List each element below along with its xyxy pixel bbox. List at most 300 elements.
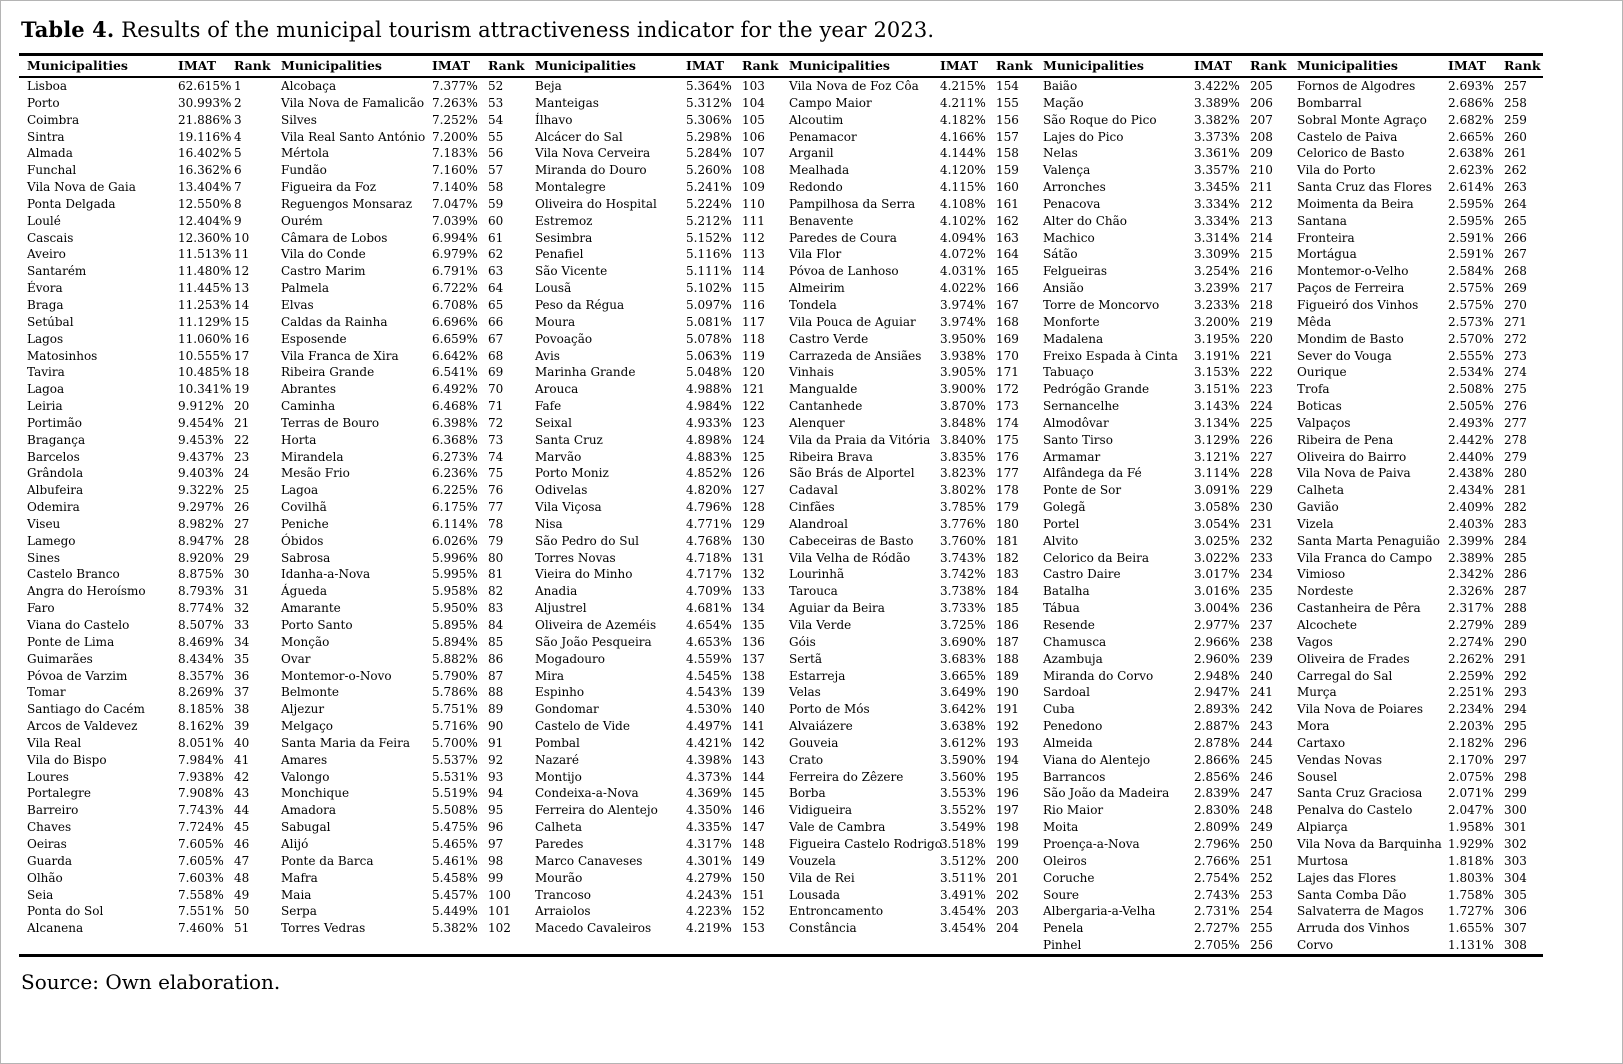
municipality-cell: Monção — [281, 634, 330, 649]
imat-cell: 7.183% — [432, 146, 478, 161]
rank-cell: 207 — [1250, 112, 1273, 127]
imat-cell: 7.724% — [178, 820, 224, 835]
rank-cell: 282 — [1504, 500, 1527, 515]
imat-cell: 2.686% — [1448, 95, 1494, 110]
municipality-cell: Almeirim — [789, 281, 845, 296]
municipality-cell: Santa Comba Dão — [1297, 887, 1407, 902]
municipality-cell: Penalva do Castelo — [1297, 803, 1413, 818]
municipality-cell: Figueira da Foz — [281, 180, 377, 195]
rank-cell: 127 — [742, 483, 765, 498]
imat-cell: 4.022% — [940, 281, 986, 296]
rank-cell: 216 — [1250, 264, 1273, 279]
rank-cell: 75 — [488, 466, 504, 481]
imat-cell: 8.357% — [178, 668, 224, 683]
municipality-cell: Castelo Branco — [27, 567, 120, 582]
rank-cell: 247 — [1250, 786, 1273, 801]
imat-cell: 2.893% — [1194, 702, 1240, 717]
imat-cell: 4.102% — [940, 213, 986, 228]
municipality-cell: Oliveira do Hospital — [535, 196, 657, 211]
municipality-cell: Bragança — [27, 432, 86, 447]
municipality-cell: Mealhada — [789, 163, 850, 178]
rank-cell: 41 — [234, 752, 250, 767]
imat-cell: 4.883% — [686, 449, 732, 464]
rank-cell: 58 — [488, 180, 504, 195]
imat-cell: 6.722% — [432, 281, 478, 296]
rank-cell: 5 — [234, 146, 242, 161]
rank-cell: 84 — [488, 618, 504, 632]
imat-cell: 3.334% — [1194, 196, 1240, 211]
rank-cell: 183 — [996, 567, 1019, 582]
municipality-cell: Oliveira de Frades — [1297, 651, 1410, 666]
rank-cell: 235 — [1250, 584, 1273, 599]
rank-cell: 14 — [234, 297, 250, 312]
imat-cell: 4.852% — [686, 466, 732, 481]
header-imat: IMAT — [1192, 55, 1248, 78]
rank-cell: 215 — [1250, 247, 1273, 262]
rank-cell: 217 — [1250, 281, 1273, 296]
rank-cell: 263 — [1504, 180, 1527, 195]
imat-cell: 7.200% — [432, 129, 478, 144]
municipality-cell: Castro Marim — [281, 264, 366, 279]
municipality-cell: Porto Santo — [281, 618, 353, 632]
header-municipalities: Municipalities — [781, 55, 938, 78]
imat-cell: 3.823% — [940, 466, 986, 481]
rank-cell: 293 — [1504, 685, 1527, 700]
municipality-cell: Pedrógão Grande — [1043, 382, 1150, 397]
municipality-cell: Trancoso — [535, 887, 591, 902]
imat-cell: 4.530% — [686, 702, 732, 717]
imat-cell: 6.225% — [432, 483, 478, 498]
imat-cell: 3.357% — [1194, 163, 1240, 178]
rank-cell: 85 — [488, 634, 504, 649]
rank-cell: 284 — [1504, 533, 1527, 548]
municipality-cell: Ribeira Grande — [281, 365, 375, 380]
rank-cell: 61 — [488, 230, 504, 245]
rank-cell: 83 — [488, 601, 504, 616]
rank-cell: 105 — [742, 112, 765, 127]
rank-cell: 99 — [488, 870, 504, 885]
imat-cell: 10.341% — [178, 382, 232, 397]
imat-cell: 3.058% — [1194, 500, 1240, 515]
rank-cell: 154 — [996, 79, 1019, 93]
municipality-cell: Miranda do Corvo — [1043, 668, 1154, 683]
municipality-cell: Alpiarça — [1297, 820, 1348, 835]
imat-cell: 7.938% — [178, 769, 224, 784]
rank-cell: 257 — [1504, 79, 1527, 93]
municipality-cell: Lousã — [535, 281, 572, 296]
municipality-cell: Torre de Moncorvo — [1043, 297, 1160, 312]
rank-cell: 129 — [742, 516, 765, 531]
source-note: Source: Own elaboration. — [21, 969, 281, 994]
imat-cell: 2.262% — [1448, 651, 1494, 666]
rank-cell: 47 — [234, 853, 250, 868]
imat-cell: 2.887% — [1194, 719, 1240, 734]
municipality-cell: Ribeira de Pena — [1297, 432, 1394, 447]
municipality-cell: Marco Canaveses — [535, 853, 643, 868]
municipality-cell: Águeda — [281, 584, 328, 599]
rank-cell: 65 — [488, 297, 504, 312]
rank-cell: 290 — [1504, 634, 1527, 649]
table-row — [19, 802, 1543, 819]
rank-cell: 101 — [488, 904, 511, 919]
municipality-cell: Coruche — [1043, 870, 1095, 885]
municipality-cell: Nisa — [535, 516, 563, 531]
imat-cell: 4.279% — [686, 870, 732, 885]
rank-cell: 157 — [996, 129, 1019, 144]
municipality-cell: Santa Cruz — [535, 432, 603, 447]
municipality-cell: Santa Marta Penaguião — [1297, 533, 1441, 548]
rank-cell: 273 — [1504, 348, 1527, 363]
imat-cell: 6.659% — [432, 331, 478, 346]
municipality-cell: Montalegre — [535, 180, 606, 195]
municipality-cell: Crato — [789, 752, 824, 767]
imat-cell: 3.725% — [940, 618, 986, 632]
municipality-cell: Vila Nova de Gaia — [27, 180, 136, 195]
rank-cell: 36 — [234, 668, 250, 683]
imat-cell: 2.830% — [1194, 803, 1240, 818]
municipality-cell: Moura — [535, 314, 576, 329]
imat-cell: 3.776% — [940, 516, 986, 531]
rank-cell: 123 — [742, 415, 765, 430]
rank-cell: 222 — [1250, 365, 1273, 380]
rank-cell: 277 — [1504, 415, 1527, 430]
rank-cell: 1 — [234, 79, 242, 93]
imat-cell: 2.326% — [1448, 584, 1494, 599]
municipality-cell: Lagoa — [27, 382, 65, 397]
municipality-cell: Vila Pouca de Aguiar — [789, 314, 916, 329]
rank-cell: 186 — [996, 618, 1019, 632]
imat-cell: 2.434% — [1448, 483, 1494, 498]
imat-cell: 3.314% — [1194, 230, 1240, 245]
imat-cell: 7.377% — [432, 79, 478, 93]
imat-cell: 8.982% — [178, 516, 224, 531]
municipality-cell: Tábua — [1043, 601, 1080, 616]
header-rank: Rank — [486, 55, 527, 78]
rank-cell: 192 — [996, 719, 1019, 734]
imat-cell: 1.758% — [1448, 887, 1494, 902]
imat-cell: 4.335% — [686, 820, 732, 835]
rank-cell: 131 — [742, 550, 765, 565]
imat-cell: 8.793% — [178, 584, 224, 599]
imat-cell: 3.802% — [940, 483, 986, 498]
rank-cell: 281 — [1504, 483, 1527, 498]
imat-cell: 4.166% — [940, 129, 986, 144]
municipality-cell: Torres Novas — [535, 550, 616, 565]
imat-cell: 2.866% — [1194, 752, 1240, 767]
municipality-cell: Lisboa — [27, 79, 68, 93]
rank-cell: 150 — [742, 870, 765, 885]
imat-cell: 2.279% — [1448, 618, 1494, 632]
rank-cell: 225 — [1250, 415, 1273, 430]
municipality-cell: Santa Maria da Feira — [281, 735, 411, 750]
municipality-cell: Sobral Monte Agraço — [1297, 112, 1427, 127]
municipality-cell: São João Pesqueira — [535, 634, 652, 649]
municipality-cell: Viana do Castelo — [27, 618, 130, 632]
rank-cell: 220 — [1250, 331, 1273, 346]
table-row — [19, 179, 1543, 196]
imat-cell: 11.480% — [178, 264, 232, 279]
rank-cell: 3 — [234, 112, 242, 127]
imat-cell: 1.727% — [1448, 904, 1494, 919]
municipality-cell: Ovar — [281, 651, 311, 666]
table-row — [19, 465, 1543, 482]
rank-cell: 240 — [1250, 668, 1273, 683]
rank-cell: 288 — [1504, 601, 1527, 616]
municipality-cell: Nelas — [1043, 146, 1078, 161]
imat-cell: 2.595% — [1448, 196, 1494, 211]
municipality-cell: Bombarral — [1297, 95, 1362, 110]
imat-cell: 4.497% — [686, 719, 732, 734]
municipality-cell: Carrazeda de Ansiães — [789, 348, 922, 363]
rank-cell: 179 — [996, 500, 1019, 515]
rank-cell: 167 — [996, 297, 1019, 312]
rank-cell: 95 — [488, 803, 504, 818]
rank-cell: 188 — [996, 651, 1019, 666]
imat-cell: 3.785% — [940, 500, 986, 515]
municipality-cell: Fronteira — [1297, 230, 1355, 245]
municipality-cell: Anadia — [535, 584, 578, 599]
rank-cell: 69 — [488, 365, 504, 380]
rank-cell: 136 — [742, 634, 765, 649]
municipality-cell: Torres Vedras — [281, 921, 366, 936]
municipality-cell: Vidigueira — [789, 803, 853, 818]
municipality-cell — [19, 937, 176, 955]
table-row — [19, 364, 1543, 381]
municipality-cell: Figueiró dos Vinhos — [1297, 297, 1419, 312]
municipality-cell: Mogadouro — [535, 651, 605, 666]
imat-cell: 3.518% — [940, 836, 986, 851]
imat-cell: 5.298% — [686, 129, 732, 144]
municipality-cell: Esposende — [281, 331, 347, 346]
imat-cell: 9.297% — [178, 500, 224, 515]
rank-cell: 174 — [996, 415, 1019, 430]
rank-cell: 30 — [234, 567, 250, 582]
imat-cell: 5.260% — [686, 163, 732, 178]
rank-cell: 155 — [996, 95, 1019, 110]
rank-cell: 238 — [1250, 634, 1273, 649]
rank-cell: 302 — [1504, 836, 1527, 851]
imat-cell: 1.958% — [1448, 820, 1494, 835]
imat-cell: 5.995% — [432, 567, 478, 582]
table-row — [19, 348, 1543, 365]
table-row — [19, 853, 1543, 870]
rank-cell: 275 — [1504, 382, 1527, 397]
municipality-cell: Trofa — [1297, 382, 1330, 397]
municipality-cell: Mação — [1043, 95, 1084, 110]
table-row — [19, 381, 1543, 398]
municipality-cell: Machico — [1043, 230, 1095, 245]
imat-cell: 7.252% — [432, 112, 478, 127]
imat-cell: 6.642% — [432, 348, 478, 363]
municipality-cell: Boticas — [1297, 399, 1342, 414]
rank-cell: 304 — [1504, 870, 1527, 885]
imat-cell: 8.507% — [178, 618, 224, 632]
municipality-cell: Vendas Novas — [1297, 752, 1383, 767]
rank-cell: 116 — [742, 297, 765, 312]
municipality-cell: Covilhã — [281, 500, 327, 515]
rank-cell: 37 — [234, 685, 250, 700]
municipality-cell: São Pedro do Sul — [535, 533, 640, 548]
imat-cell: 4.820% — [686, 483, 732, 498]
rank-cell: 134 — [742, 601, 765, 616]
rank-cell: 269 — [1504, 281, 1527, 296]
imat-cell: 6.026% — [432, 533, 478, 548]
rank-cell: 227 — [1250, 449, 1273, 464]
rank-cell: 72 — [488, 415, 504, 430]
municipality-cell: Penacova — [1043, 196, 1101, 211]
rank-cell: 295 — [1504, 719, 1527, 734]
rank-cell — [740, 937, 781, 955]
imat-cell: 4.709% — [686, 584, 732, 599]
municipality-cell: Albergaria-a-Velha — [1043, 904, 1156, 919]
imat-cell: 10.485% — [178, 365, 232, 380]
table-caption: Results of the municipal tourism attractiveness indicator for the year 2023. — [121, 18, 935, 42]
rank-cell: 133 — [742, 584, 765, 599]
rank-cell: 56 — [488, 146, 504, 161]
imat-cell: 3.848% — [940, 415, 986, 430]
imat-cell: 4.108% — [940, 196, 986, 211]
rank-cell: 276 — [1504, 399, 1527, 414]
imat-cell: 2.342% — [1448, 567, 1494, 582]
municipality-cell: Sabrosa — [281, 550, 331, 565]
imat-cell: 2.727% — [1194, 921, 1240, 936]
municipality-cell: Lagoa — [281, 483, 319, 498]
rank-cell: 230 — [1250, 500, 1273, 515]
rank-cell: 9 — [234, 213, 242, 228]
rank-cell: 210 — [1250, 163, 1273, 178]
rank-cell: 130 — [742, 533, 765, 548]
imat-cell: 21.886% — [178, 112, 232, 127]
rank-cell: 16 — [234, 331, 250, 346]
municipality-cell: Vila Nova de Paiva — [1297, 466, 1411, 481]
rank-cell: 307 — [1504, 921, 1527, 936]
municipality-cell: Arcos de Valdevez — [27, 719, 138, 734]
imat-cell: 5.716% — [432, 719, 478, 734]
municipality-cell: Gouveia — [789, 735, 839, 750]
municipality-cell: Vila de Rei — [789, 870, 855, 885]
imat-cell: 7.984% — [178, 752, 224, 767]
imat-cell: 3.649% — [940, 685, 986, 700]
imat-cell: 9.454% — [178, 415, 224, 430]
municipality-cell: Alcobaça — [281, 79, 337, 93]
rank-cell: 54 — [488, 112, 504, 127]
rank-cell: 35 — [234, 651, 250, 666]
imat-cell: 5.457% — [432, 887, 478, 902]
imat-cell: 2.259% — [1448, 668, 1494, 683]
imat-cell: 4.182% — [940, 112, 986, 127]
imat-cell: 1.818% — [1448, 853, 1494, 868]
table-row — [19, 415, 1543, 432]
municipality-cell: Peniche — [281, 516, 329, 531]
table-row — [19, 314, 1543, 331]
municipality-cell: Arganil — [789, 146, 834, 161]
imat-cell: 2.623% — [1448, 163, 1494, 178]
rank-cell: 231 — [1250, 516, 1273, 531]
rank-cell: 40 — [234, 735, 250, 750]
municipality-cell: Tavira — [27, 365, 65, 380]
rank-cell: 77 — [488, 500, 504, 515]
rank-cell: 239 — [1250, 651, 1273, 666]
municipality-cell: Oleiros — [1043, 853, 1087, 868]
municipality-cell: Sabugal — [281, 820, 331, 835]
rank-cell — [994, 937, 1035, 955]
imat-cell: 3.017% — [1194, 567, 1240, 582]
rank-cell: 50 — [234, 904, 250, 919]
municipality-cell: Mangualde — [789, 382, 858, 397]
rank-cell: 79 — [488, 533, 504, 548]
imat-cell: 7.743% — [178, 803, 224, 818]
imat-cell: 2.591% — [1448, 247, 1494, 262]
imat-cell: 2.505% — [1448, 399, 1494, 414]
imat-cell — [430, 937, 486, 955]
rank-cell: 198 — [996, 820, 1019, 835]
rank-cell: 111 — [742, 213, 765, 228]
table-row — [19, 701, 1543, 718]
municipality-cell: Oliveira de Azeméis — [535, 618, 657, 632]
municipality-cell: Castanheira de Pêra — [1297, 601, 1421, 616]
rank-cell: 106 — [742, 129, 765, 144]
municipality-cell: Lagos — [27, 331, 64, 346]
rank-cell: 271 — [1504, 314, 1527, 329]
municipality-cell: Valença — [1043, 163, 1091, 178]
rank-cell: 126 — [742, 466, 765, 481]
rank-cell: 176 — [996, 449, 1019, 464]
imat-cell: 5.241% — [686, 180, 732, 195]
rank-cell: 146 — [742, 803, 765, 818]
municipality-cell: Maia — [281, 887, 312, 902]
imat-cell: 2.705% — [1194, 938, 1240, 953]
imat-cell: 8.774% — [178, 601, 224, 616]
rank-cell: 135 — [742, 618, 765, 632]
rank-cell: 292 — [1504, 668, 1527, 683]
header-municipalities: Municipalities — [527, 55, 684, 78]
municipality-cell: Aljezur — [281, 702, 325, 717]
table-row — [19, 499, 1543, 516]
imat-cell: 2.575% — [1448, 281, 1494, 296]
rank-cell: 264 — [1504, 196, 1527, 211]
rank-cell: 39 — [234, 719, 250, 734]
imat-cell: 12.404% — [178, 213, 232, 228]
imat-cell — [938, 937, 994, 955]
municipality-cell: Soure — [1043, 887, 1080, 902]
header-municipalities: Municipalities — [19, 55, 176, 78]
rank-cell: 64 — [488, 281, 504, 296]
municipality-cell: Lajes das Flores — [1297, 870, 1397, 885]
imat-cell: 9.453% — [178, 432, 224, 447]
table-row — [19, 77, 1543, 95]
rank-cell: 201 — [996, 870, 1019, 885]
imat-cell: 3.900% — [940, 382, 986, 397]
table-row — [19, 870, 1543, 887]
table-row — [19, 297, 1543, 314]
imat-cell: 2.796% — [1194, 836, 1240, 851]
municipality-cell: Melgaço — [281, 719, 334, 734]
municipality-cell: Sertã — [789, 651, 823, 666]
rank-cell: 158 — [996, 146, 1019, 161]
municipality-cell: Guarda — [27, 853, 73, 868]
municipality-cell: Borba — [789, 786, 826, 801]
imat-cell: 6.468% — [432, 399, 478, 414]
rank-cell: 27 — [234, 516, 250, 531]
rank-cell: 138 — [742, 668, 765, 683]
municipality-cell: Ponte da Barca — [281, 853, 374, 868]
imat-cell: 3.129% — [1194, 432, 1240, 447]
imat-cell: 6.398% — [432, 415, 478, 430]
imat-cell: 6.114% — [432, 516, 478, 531]
municipality-cell: Miranda do Douro — [535, 163, 647, 178]
municipality-cell: Silves — [281, 112, 317, 127]
imat-cell: 16.362% — [178, 163, 232, 178]
